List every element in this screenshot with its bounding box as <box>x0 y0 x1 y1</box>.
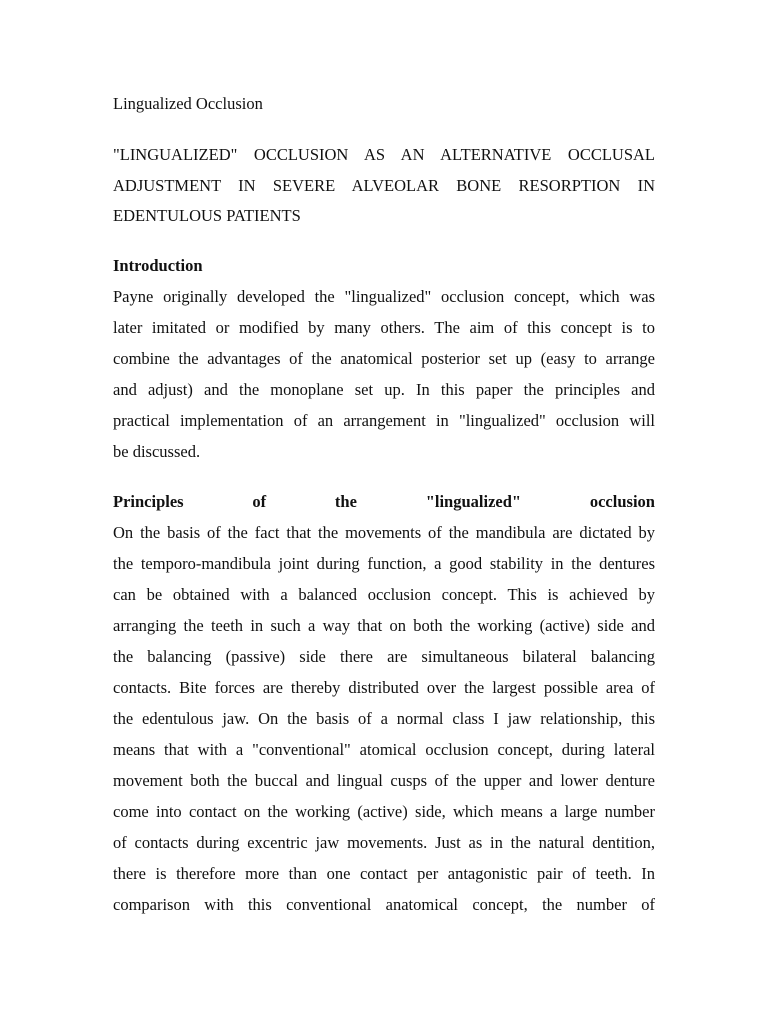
paragraph-line: there is therefore more than one contact per antagonistic pair of teeth. In <box>113 864 655 883</box>
main-title-line: "LINGUALIZED" OCCLUSION AS AN ALTERNATIVE OCCLUSAL <box>113 145 655 164</box>
paragraph-line: the balancing (passive) side there are simultaneous bilateral balancing <box>113 647 655 666</box>
paragraph-line: On the basis of the fact that the movements of the mandibula are dictated by <box>113 523 655 542</box>
main-title-line: ADJUSTMENT IN SEVERE ALVEOLAR BONE RESORPTION IN <box>113 176 655 195</box>
paragraph-line: Payne originally developed the "lingualized" occlusion concept, which was <box>113 287 655 306</box>
paragraph-line: combine the advantages of the anatomical posterior set up (easy to arrange <box>113 349 655 368</box>
paragraph-line: comparison with this conventional anatomical concept, the number of <box>113 895 655 914</box>
paragraph-line: come into contact on the working (active) side, which means a large number <box>113 802 655 821</box>
paragraph-line: the edentulous jaw. On the basis of a normal class I jaw relationship, this <box>113 709 655 728</box>
paragraph-line: contacts. Bite forces are thereby distributed over the largest possible area of <box>113 678 655 697</box>
heading-word: the <box>334 492 357 511</box>
main-title-line: EDENTULOUS PATIENTS <box>113 206 301 225</box>
paragraph-line: later imitated or modified by many others. The aim of this concept is to <box>113 318 655 337</box>
heading-word: of <box>252 492 267 511</box>
paragraph-line: means that with a "conventional" atomical occlusion concept, during lateral <box>113 740 655 759</box>
paragraph-line: movement both the buccal and lingual cusps of the upper and lower denture <box>113 771 655 790</box>
principles-heading <box>113 492 655 512</box>
document-title: Lingualized Occlusion <box>113 94 263 113</box>
paragraph-line: arranging the teeth in such a way that on both the working (active) side and <box>113 616 655 635</box>
paragraph-line: practical implementation of an arrangement in "lingualized" occlusion will <box>113 411 655 430</box>
paragraph-line: can be obtained with a balanced occlusion concept. This is achieved by <box>113 585 655 604</box>
introduction-heading: Introduction <box>113 256 203 275</box>
heading-word: "lingualized" <box>425 492 522 511</box>
paragraph-line: the temporo-mandibula joint during function, a good stability in the dentures <box>113 554 655 573</box>
heading-word: Principles <box>113 492 184 511</box>
paragraph-line: and adjust) and the monoplane set up. In this paper the principles and <box>113 380 655 399</box>
heading-word: occlusion <box>589 492 655 511</box>
paragraph-line: be discussed. <box>113 442 201 461</box>
paragraph-line: of contacts during excentric jaw movements. Just as in the natural dentition, <box>113 833 655 852</box>
